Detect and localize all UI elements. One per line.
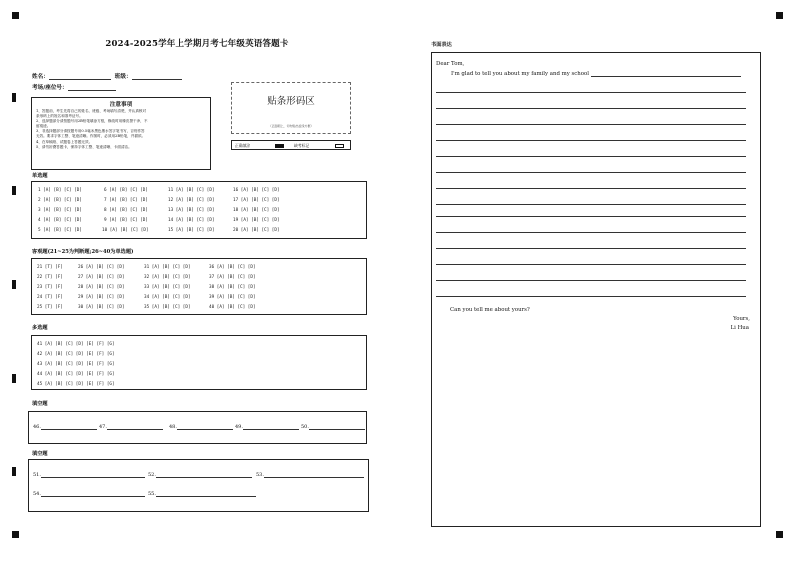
notice-line: 3、非选择题部分请按题号用0.5毫米黑色墨水签字笔书写，否则作答 [36, 129, 145, 134]
blank-number: 50. [301, 424, 309, 430]
blank-item [33, 424, 97, 430]
option-row[interactable]: 20 [A] [B] [C] [D] [233, 228, 280, 233]
writing-closing: Yours, [733, 316, 750, 322]
blank-item [33, 491, 145, 497]
writing-line[interactable] [436, 156, 746, 157]
option-row[interactable]: 41 [A] [B] [C] [D] [E] [F] [G] [37, 342, 115, 347]
writing-line[interactable] [436, 204, 746, 205]
option-row[interactable]: 23 [T] [F] [37, 285, 63, 290]
normal-fill-label: 正确填涂 [235, 143, 251, 148]
absent-checkbox[interactable] [335, 144, 344, 148]
option-row[interactable]: 38 [A] [B] [C] [D] [209, 285, 256, 290]
blank-line[interactable] [41, 472, 145, 478]
writing-line[interactable] [436, 296, 746, 297]
notice-line: 留痕迹。 [36, 124, 51, 129]
writing-line[interactable] [436, 124, 746, 125]
barcode-area [231, 82, 351, 134]
multi-choice-title: 多选题 [32, 325, 48, 331]
option-row[interactable]: 13 [A] [B] [C] [D] [168, 208, 215, 213]
class-label: 班级： [114, 74, 132, 80]
option-row[interactable]: 9 [A] [B] [C] [D] [104, 218, 148, 223]
blank-item [148, 472, 252, 478]
option-row[interactable]: 11 [A] [B] [C] [D] [168, 188, 215, 193]
side-mark [12, 280, 16, 289]
option-row[interactable]: 39 [A] [B] [C] [D] [209, 295, 256, 300]
option-row[interactable]: 14 [A] [B] [C] [D] [168, 218, 215, 223]
writing-line[interactable] [436, 216, 746, 217]
objective-box [31, 258, 367, 315]
blank-number: 47. [99, 424, 107, 430]
blank-number: 55. [148, 491, 156, 497]
option-row[interactable]: 3 [A] [B] [C] [D] [38, 208, 82, 213]
page-title: 2024-2025学年上学期月考七年级英语答题卡 [105, 39, 289, 49]
seat-label: 考场/座位号： [32, 85, 68, 91]
writing-opening [451, 71, 741, 77]
corner-mark [776, 12, 783, 19]
option-row[interactable]: 7 [A] [B] [C] [D] [104, 198, 148, 203]
option-row[interactable]: 24 [T] [F] [37, 295, 63, 300]
blank-line[interactable] [309, 424, 365, 430]
option-row[interactable]: 8 [A] [B] [C] [D] [104, 208, 148, 213]
side-mark [12, 186, 16, 195]
option-row[interactable]: 42 [A] [B] [C] [D] [E] [F] [G] [37, 352, 115, 357]
option-row[interactable]: 17 [A] [B] [C] [D] [233, 198, 280, 203]
corner-mark [12, 531, 19, 538]
option-row[interactable]: 40 [A] [B] [C] [D] [209, 305, 256, 310]
seat-field[interactable] [68, 84, 116, 91]
writing-line[interactable] [436, 172, 746, 173]
writing-greeting: Dear Tom, [436, 61, 465, 67]
multi-choice-box [31, 335, 367, 390]
option-row[interactable]: 26 [A] [B] [C] [D] [78, 265, 125, 270]
option-row[interactable]: 1 [A] [B] [C] [D] [38, 188, 82, 193]
notice-line: 条形码上的姓名和准考证号。 [36, 114, 83, 119]
status-bar [231, 140, 351, 150]
writing-line[interactable] [436, 92, 746, 93]
fill-blank-box [28, 459, 369, 512]
fill-blank-title: 填空题 [32, 451, 48, 457]
option-row[interactable]: 36 [A] [B] [C] [D] [209, 265, 256, 270]
option-row[interactable]: 18 [A] [B] [C] [D] [233, 208, 280, 213]
option-row[interactable]: 32 [A] [B] [C] [D] [144, 275, 191, 280]
barcode-title: 贴条形码区 [267, 96, 315, 107]
blank-item [235, 424, 299, 430]
writing-signature: Li Hua [730, 325, 749, 331]
name-label: 姓名： [32, 74, 49, 80]
option-row[interactable]: 25 [T] [F] [37, 305, 63, 310]
absent-label: 缺考标记 [294, 143, 310, 148]
blank-line[interactable] [177, 424, 233, 430]
corner-mark [12, 12, 19, 19]
option-row[interactable]: 10 [A] [B] [C] [D] [102, 228, 149, 233]
option-row[interactable]: 37 [A] [B] [C] [D] [209, 275, 256, 280]
option-row[interactable]: 28 [A] [B] [C] [D] [78, 285, 125, 290]
option-row[interactable]: 5 [A] [B] [C] [D] [38, 228, 82, 233]
option-row[interactable]: 2 [A] [B] [C] [D] [38, 198, 82, 203]
option-row[interactable]: 22 [T] [F] [37, 275, 63, 280]
blank-number: 52. [148, 472, 156, 478]
option-row[interactable]: 44 [A] [B] [C] [D] [E] [F] [G] [37, 372, 115, 377]
writing-question: Can you tell me about yours? [450, 307, 530, 313]
name-row [32, 72, 182, 80]
writing-line[interactable] [436, 188, 746, 189]
blank-item [301, 424, 365, 430]
writing-line[interactable] [436, 248, 746, 249]
option-row[interactable]: 35 [A] [B] [C] [D] [144, 305, 191, 310]
fill-blank-title: 填空题 [32, 401, 48, 407]
side-mark [12, 467, 16, 476]
fill-blank-box [28, 411, 367, 444]
writing-line[interactable] [436, 232, 746, 233]
blank-line[interactable] [243, 424, 299, 430]
notice-line: 5、请勿折叠答题卡，保持字体工整、笔迹清晰、卡面清洁。 [36, 144, 132, 149]
blank-line[interactable] [107, 424, 163, 430]
option-row[interactable]: 43 [A] [B] [C] [D] [E] [F] [G] [37, 362, 115, 367]
single-choice-box [31, 181, 367, 239]
notice-line: 2、选择题部分请按题号用2B铅笔填涂方框，修改时用橡皮擦干净，不 [36, 119, 148, 124]
writing-opening-text: I'm glad to tell you about my family and my school [451, 71, 589, 77]
blank-number: 48. [169, 424, 177, 430]
name-field[interactable] [49, 73, 111, 80]
option-row[interactable]: 45 [A] [B] [C] [D] [E] [F] [G] [37, 382, 115, 387]
writing-line[interactable] [436, 140, 746, 141]
writing-line[interactable] [436, 264, 746, 265]
blank-item [256, 472, 364, 478]
side-mark [12, 374, 16, 383]
notice-box [31, 97, 211, 170]
barcode-note: （正面朝上，切勿贴出虚线方框） [268, 124, 314, 128]
option-row[interactable]: 12 [A] [B] [C] [D] [168, 198, 215, 203]
notice-line: 1、答题前，考生先将自己的姓名、班级、考场填写清楚，并认真核对 [36, 109, 147, 113]
blank-line[interactable] [156, 491, 256, 497]
option-row[interactable]: 6 [A] [B] [C] [D] [104, 188, 148, 193]
blank-number: 54. [33, 491, 41, 497]
option-row[interactable]: 34 [A] [B] [C] [D] [144, 295, 191, 300]
single-choice-title: 单选题 [32, 173, 48, 179]
option-row[interactable]: 27 [A] [B] [C] [D] [78, 275, 125, 280]
corner-mark [776, 531, 783, 538]
class-field[interactable] [132, 73, 182, 80]
blank-item [169, 424, 233, 430]
blank-number: 46. [33, 424, 41, 430]
blank-number: 53. [256, 472, 264, 478]
blank-item [99, 424, 163, 430]
blank-item [33, 472, 145, 478]
side-mark [12, 93, 16, 102]
option-row[interactable]: 19 [A] [B] [C] [D] [233, 218, 280, 223]
notice-line: 无效。要求字体工整、笔迹清晰。作图时，必须用2B铅笔，并描浓。 [36, 134, 146, 139]
blank-line[interactable] [41, 491, 145, 497]
option-row[interactable]: 29 [A] [B] [C] [D] [78, 295, 125, 300]
notice-title: 注意事项 [109, 102, 133, 108]
blank-line[interactable] [156, 472, 252, 478]
blank-line[interactable] [41, 424, 97, 430]
blank-line[interactable] [264, 472, 364, 478]
writing-title: 书面表达 [431, 42, 452, 48]
notice-line: 4、在草稿纸、试题卷上答题无效。 [36, 139, 93, 144]
option-row[interactable]: 15 [A] [B] [C] [D] [168, 228, 215, 233]
option-row[interactable]: 4 [A] [B] [C] [D] [38, 218, 82, 223]
option-row[interactable]: 33 [A] [B] [C] [D] [144, 285, 191, 290]
writing-line[interactable] [436, 280, 746, 281]
writing-line[interactable] [591, 71, 741, 77]
option-row[interactable]: 21 [T] [F] [37, 265, 63, 270]
option-row[interactable]: 16 [A] [B] [C] [D] [233, 188, 280, 193]
objective-title: 客观题(21~25为判断题;26~40为单选题) [32, 249, 134, 255]
blank-item [148, 491, 256, 497]
option-row[interactable]: 30 [A] [B] [C] [D] [78, 305, 125, 310]
blank-number: 51. [33, 472, 41, 478]
seat-row [32, 83, 116, 91]
option-row[interactable]: 31 [A] [B] [C] [D] [144, 265, 191, 270]
filled-sample-mark [275, 144, 284, 148]
writing-line[interactable] [436, 108, 746, 109]
blank-number: 49. [235, 424, 243, 430]
